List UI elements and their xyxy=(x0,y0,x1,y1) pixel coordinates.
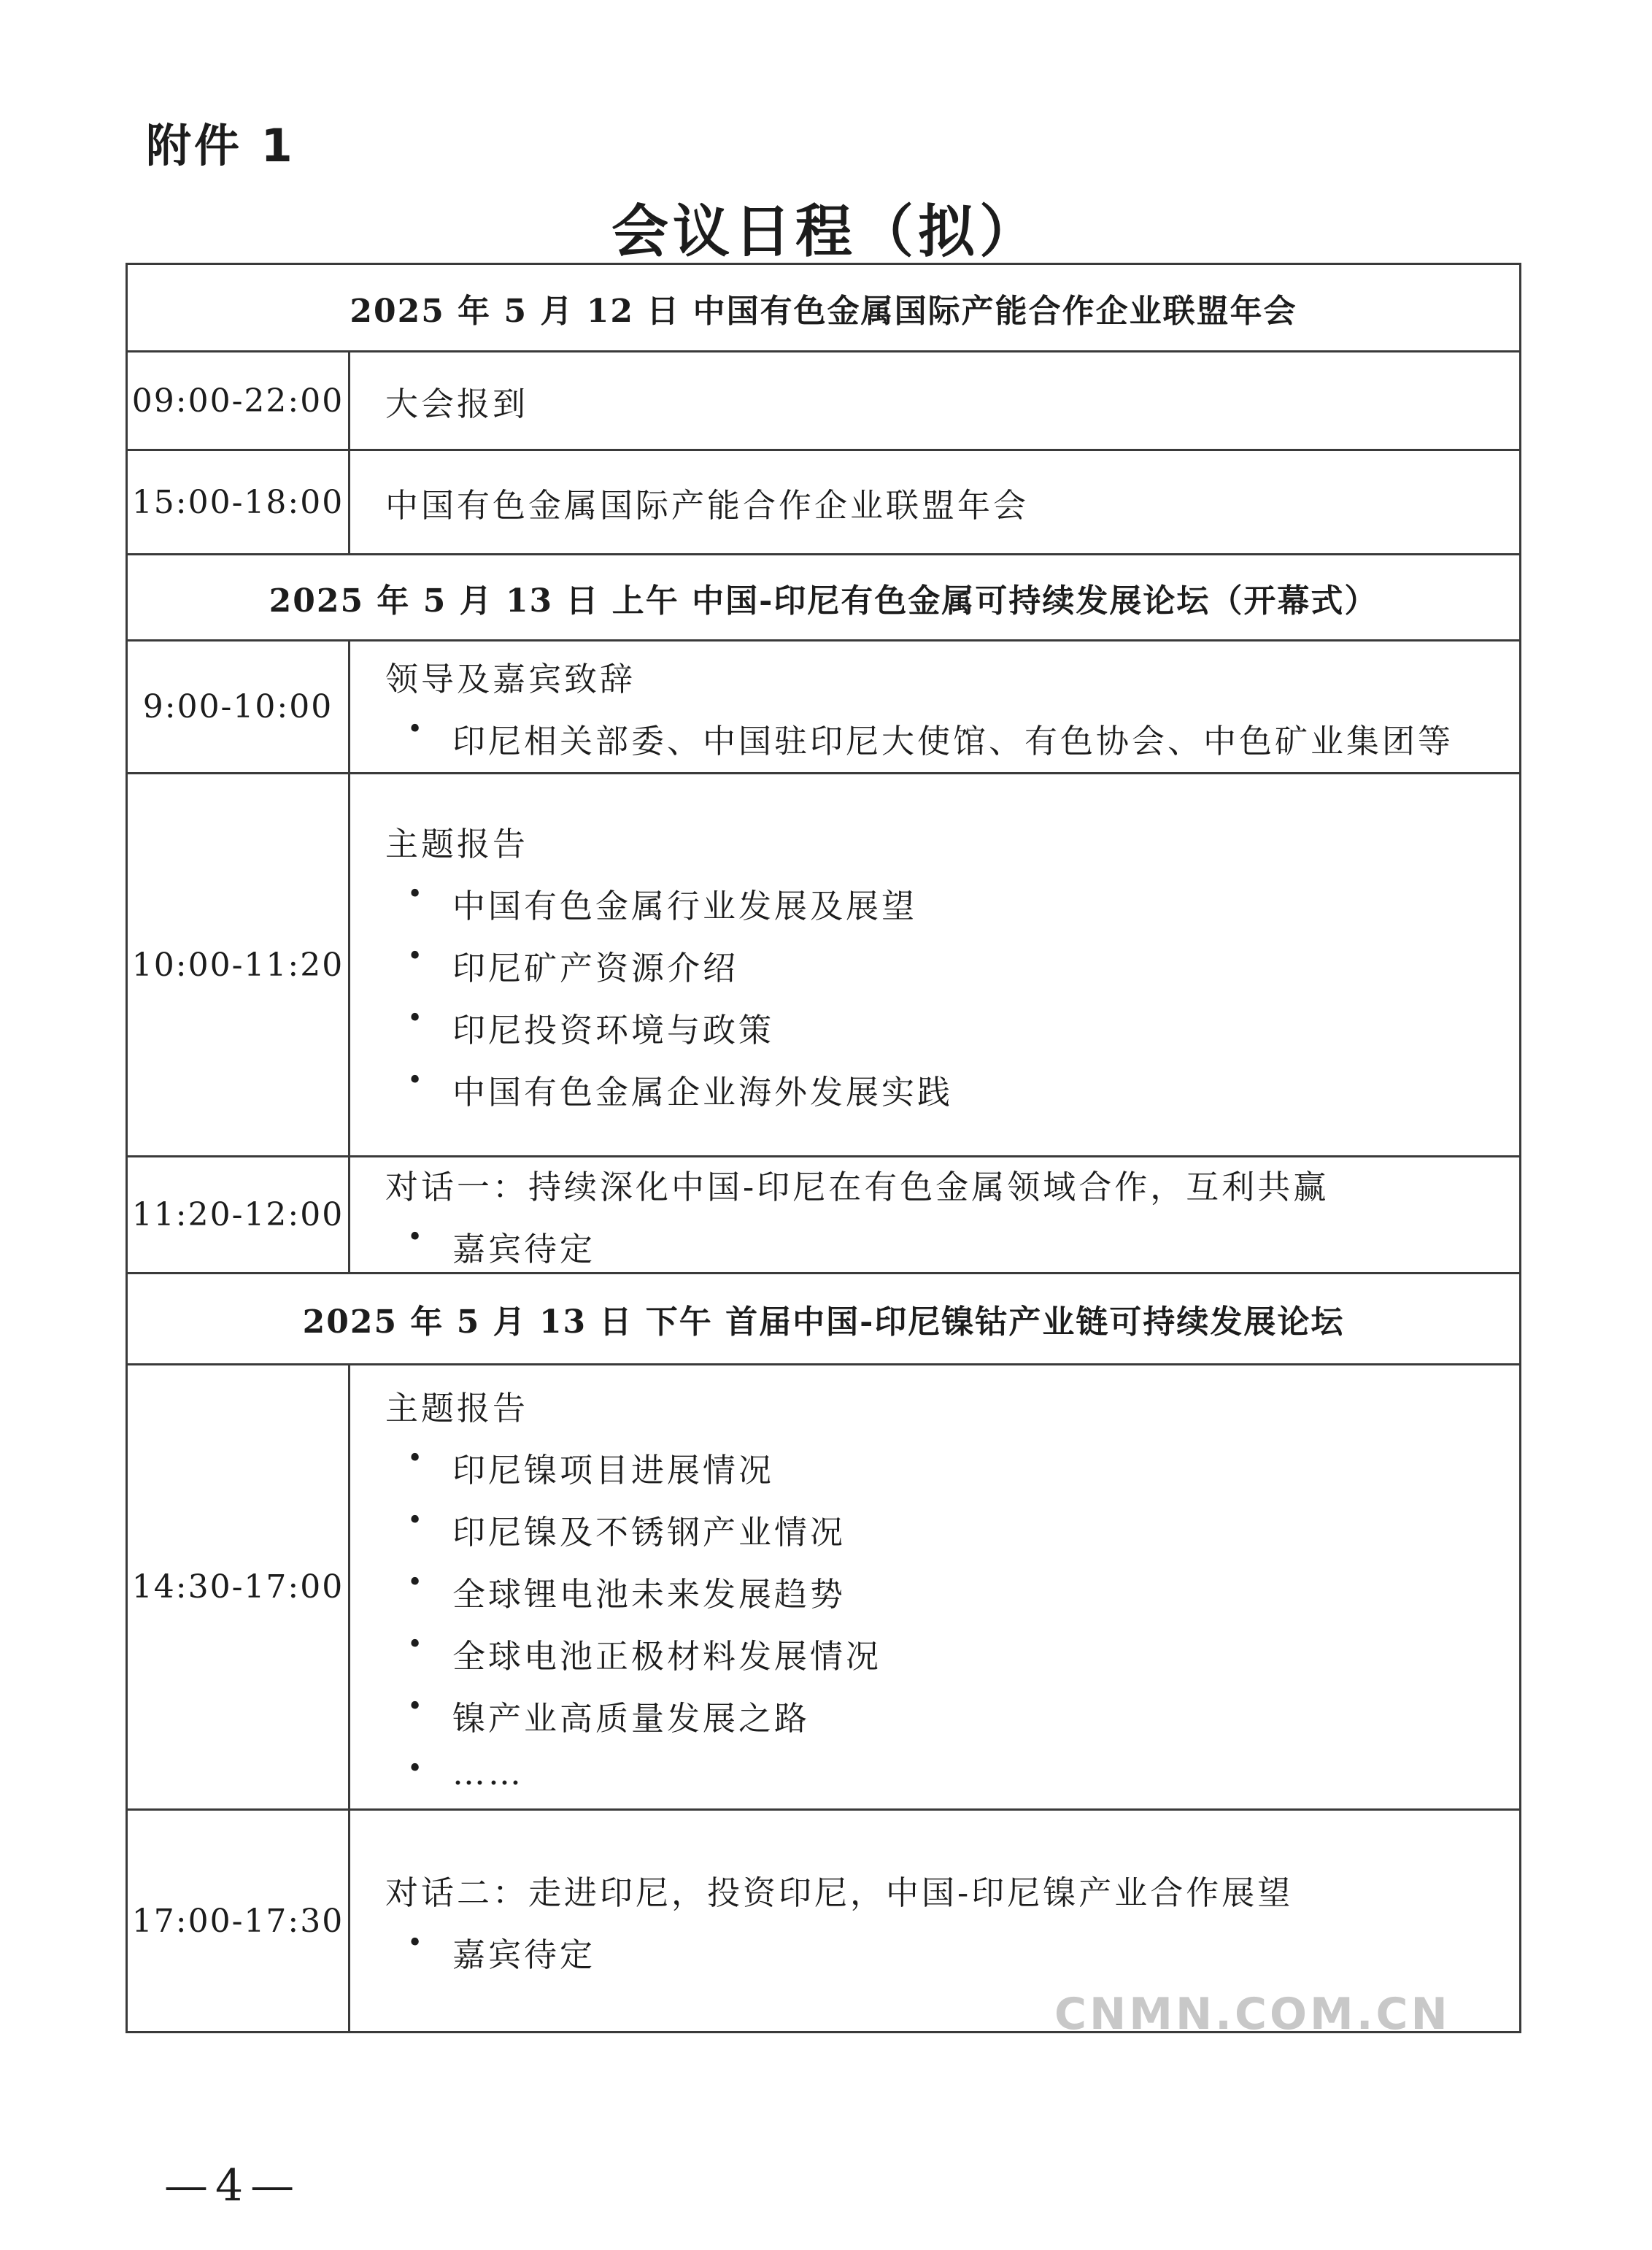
day-header-row xyxy=(127,1274,1521,1365)
list-item: • 全球电池正极材料发展情况 xyxy=(385,1630,1519,1677)
session-items xyxy=(385,714,1519,762)
day-header-row xyxy=(127,555,1521,641)
list-item: • 印尼镍项目进展情况 xyxy=(385,1444,1519,1491)
list-item: • 印尼矿产资源介绍 xyxy=(385,941,1519,989)
list-item: • 中国有色金属企业海外发展实践 xyxy=(385,1066,1519,1113)
session-heading: 主题报告 xyxy=(385,1389,529,1428)
day-header-row xyxy=(127,264,1521,352)
session-heading: 主题报告 xyxy=(385,824,529,863)
session-items xyxy=(385,1444,1519,1792)
session-row xyxy=(127,1365,1521,1810)
session-heading: 中国有色金属国际产能合作企业联盟年会 xyxy=(385,485,1030,525)
session-time: 15:00-18:00 xyxy=(127,450,350,555)
session-heading: 对话二：走进印尼，投资印尼，中国-印尼镍产业合作展望 xyxy=(385,1873,1294,1912)
session-heading: 领导及嘉宾致辞 xyxy=(385,659,636,698)
document-title: 会议日程（拟） xyxy=(611,199,1041,265)
session-time: 17:00-17:30 xyxy=(127,1810,350,2033)
list-item: • 中国有色金属行业发展及展望 xyxy=(385,879,1519,927)
session-desc xyxy=(350,1365,1521,1810)
day-header: 2025 年 5 月 13 日 下午 首届中国-印尼镍钴产业链可持续发展论坛 xyxy=(127,1274,1521,1365)
watermark: CNMN.COM.CN xyxy=(1054,1989,1451,2040)
session-row xyxy=(127,1157,1521,1274)
list-item: • 全球锂电池未来发展趋势 xyxy=(385,1568,1519,1615)
list-item: • 镍产业高质量发展之路 xyxy=(385,1692,1519,1739)
session-time: 11:20-12:00 xyxy=(127,1157,350,1274)
session-desc xyxy=(350,450,1521,555)
list-item: • 嘉宾待定 xyxy=(385,1222,1519,1270)
session-desc xyxy=(350,641,1521,774)
schedule-table xyxy=(126,263,1521,2033)
day-header: 2025 年 5 月 12 日 中国有色金属国际产能合作企业联盟年会 xyxy=(127,264,1521,352)
session-desc xyxy=(350,1157,1521,1274)
session-items xyxy=(385,879,1519,1113)
list-item: • 印尼投资环境与政策 xyxy=(385,1003,1519,1051)
list-item: • 印尼相关部委、中国驻印尼大使馆、有色协会、中色矿业集团等 xyxy=(385,714,1519,762)
session-row xyxy=(127,641,1521,774)
session-heading: 大会报到 xyxy=(385,384,529,423)
attachment-label: 附件 1 xyxy=(146,119,296,172)
session-row xyxy=(127,774,1521,1157)
session-desc xyxy=(350,352,1521,450)
page-number: —4— xyxy=(164,2160,302,2211)
list-item: • …… xyxy=(385,1754,1519,1792)
session-row xyxy=(127,450,1521,555)
session-heading: 对话一：持续深化中国-印尼在有色金属领域合作，互利共赢 xyxy=(385,1167,1329,1206)
session-time: 9:00-10:00 xyxy=(127,641,350,774)
session-time: 09:00-22:00 xyxy=(127,352,350,450)
session-row xyxy=(127,352,1521,450)
session-items xyxy=(385,1928,1519,1976)
session-items xyxy=(385,1222,1519,1270)
list-item: • 印尼镍及不锈钢产业情况 xyxy=(385,1506,1519,1553)
list-item: • 嘉宾待定 xyxy=(385,1928,1519,1976)
day-header: 2025 年 5 月 13 日 上午 中国-印尼有色金属可持续发展论坛（开幕式） xyxy=(127,555,1521,641)
session-time: 10:00-11:20 xyxy=(127,774,350,1157)
session-time: 14:30-17:00 xyxy=(127,1365,350,1810)
session-desc xyxy=(350,774,1521,1157)
